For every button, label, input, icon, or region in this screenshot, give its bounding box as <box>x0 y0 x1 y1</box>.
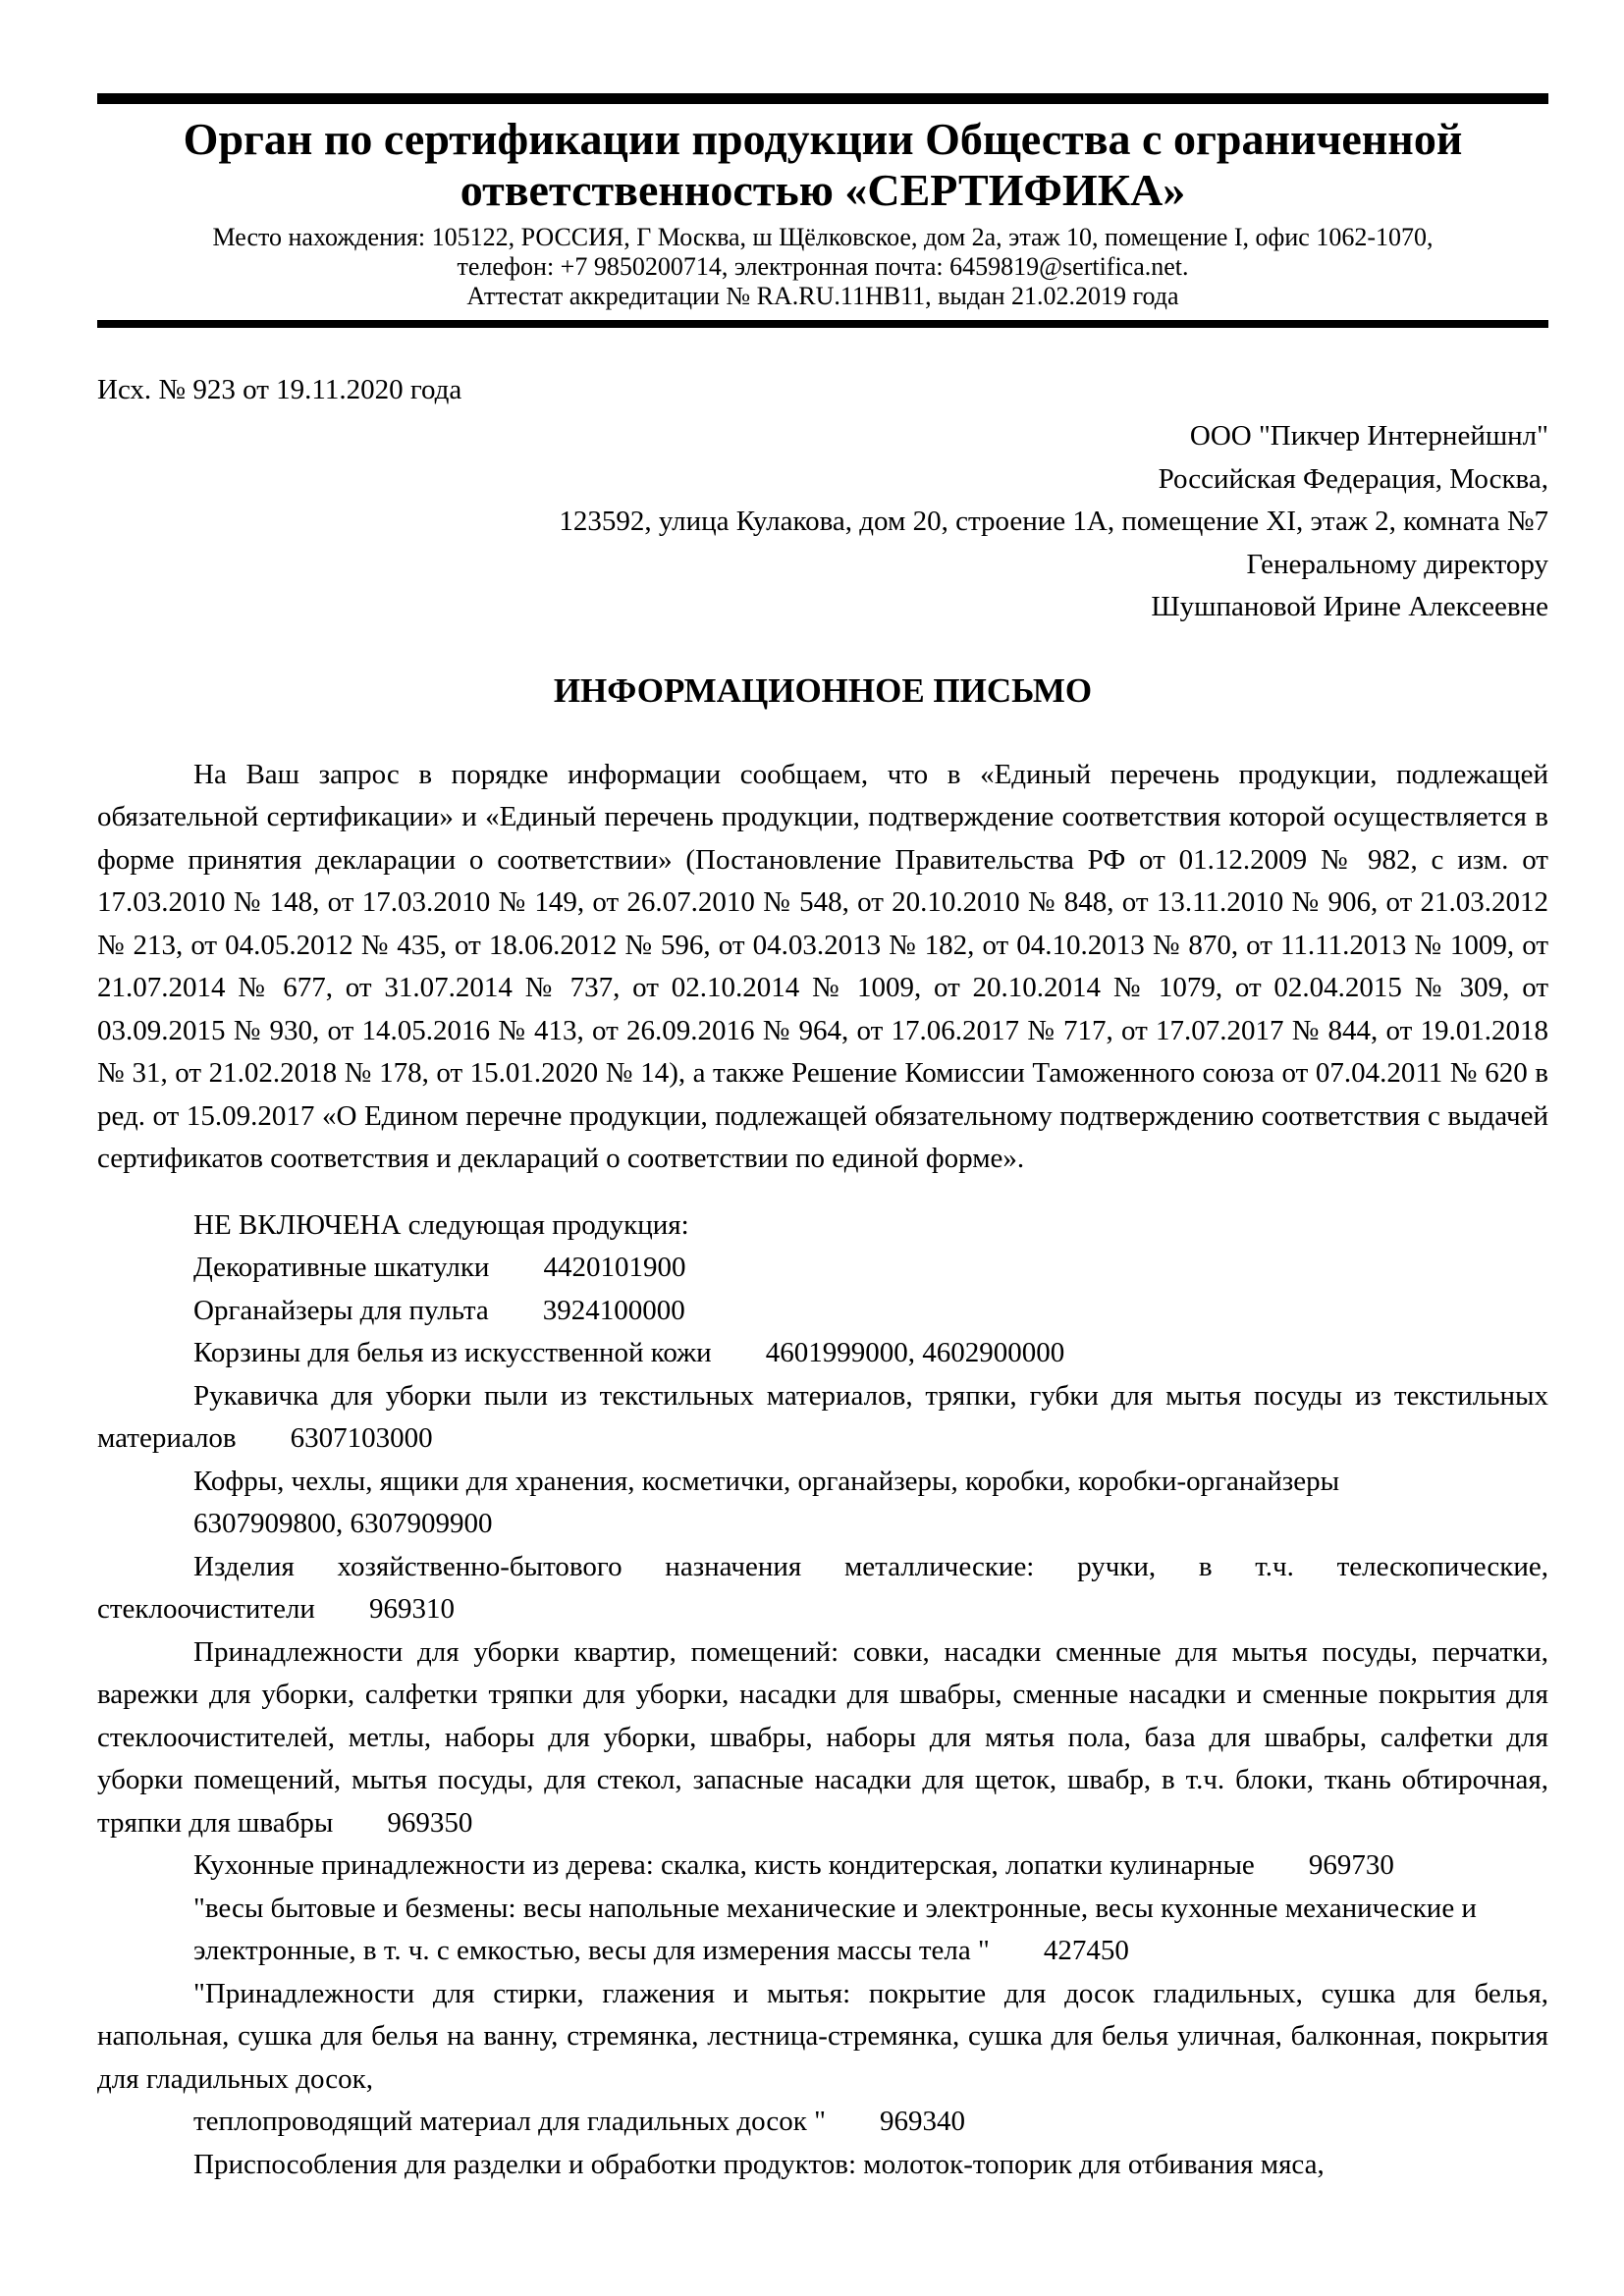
org-address <box>97 223 1548 311</box>
product-item-text: Изделия хозяйственно-бытового назначения металлические: ручки, в т.ч. телескопические, стеклоочистители <box>97 1550 1548 1625</box>
product-item-code: 6307103000 <box>290 1422 433 1454</box>
product-item <box>97 1973 1548 2102</box>
product-item-code: 4601999000, 4602900000 <box>765 1337 1065 1368</box>
letter-body-paragraph: На Ваш запрос в порядке информации сообщаем, что в «Единый перечень продукции, подлежащей обязательной сертификации» и «Единый перечень продукции, подтверждение соответствия которой осуществляется в форме принятия декларации о соответствии» (Постановление Правительства РФ от 01.12.2009 № 982, с изм. от 17.03.2010 № 148, от 17.03.2010 № 149, от 26.07.2010 № 548, от 20.10.2010 № 848, от 13.11.2010 № 906, от 21.03.2012 № 213, от 04.05.2012 № 435, от 18.06.2012 № 596, от 04.03.2013 № 182, от 04.10.2013 № 870, от 11.11.2013 № 1009, от 21.07.2014 № 677, от 31.07.2014 № 737, от 02.10.2014 № 1009, от 20.10.2014 № 1079, от 02.04.2015 № 309, от 03.09.2015 № 930, от 14.05.2016 № 413, от 26.09.2016 № 964, от 17.06.2017 № 717, от 17.07.2017 № 844, от 19.01.2018 № 31, от 21.02.2018 № 178, от 15.01.2020 № 14), а также Решение Комиссии Таможенного союза от 07.04.2011 № 620 в ред. от 15.09.2017 «О Едином перечне продукции, подлежащей обязательному подтверждению соответствия с выдачей сертификатов соответствия и деклараций о соответствии по единой форме». <box>97 758 1548 1174</box>
recipient-person: Шушпановой Ирине Алексеевне <box>1151 591 1548 622</box>
product-item-text: Принадлежности для уборки квартир, помещений: совки, насадки сменные для мытья посуды, перчатки, варежки для уборки, салфетки тряпки для уборки, насадки для швабры, сменные насадки и сменные покрытия для стеклоочистителей, метлы, наборы для уборки, швабры, наборы для мятья пола, база для швабры, салфетки для уборки помещений, мытья посуды, для стекол, запасные насадки для щеток, швабр, в т.ч. блоки, ткань обтирочная, тряпки для швабры <box>97 1635 1548 1839</box>
product-item-code: 969730 <box>1308 1849 1394 1881</box>
header-top-rule <box>97 93 1548 104</box>
product-item-text: Кухонные принадлежности из дерева: скалка, кисть кондитерская, лопатки кулинарные <box>193 1849 1255 1881</box>
org-address-location: Место нахождения: 105122, РОССИЯ, Г Москва, ш Щёлковское, дом 2а, этаж 10, помещение I, офис 1062-1070, <box>212 223 1434 252</box>
recipient-country-city: Российская Федерация, Москва, <box>1158 462 1548 495</box>
product-item <box>97 1631 1548 1845</box>
product-item <box>97 1247 1548 1290</box>
letter-title: ИНФОРМАЦИОННОЕ ПИСЬМО <box>553 670 1093 710</box>
not-included-heading: НЕ ВКЛЮЧЕНА следующая продукция: <box>193 1208 689 1241</box>
product-item-text: Кофры, чехлы, ящики для хранения, косметички, органайзеры, коробки, коробки-органайзеры <box>193 1465 1340 1497</box>
org-title <box>97 114 1548 215</box>
product-item <box>97 1290 1548 1333</box>
recipient-position: Генеральному директору <box>1246 548 1548 580</box>
product-item-code: 427450 <box>1043 1935 1129 1966</box>
product-item-text: "Принадлежности для стирки, глажения и мытья: покрытие для досок гладильных, сушка для белья, напольная, сушка для белья на ванну, стремянка, лестница-стремянка, сушка для белья уличная, балконная, покрытия для гладильных досок, <box>97 1977 1548 2095</box>
product-item <box>97 1461 1548 1504</box>
product-item <box>97 1332 1548 1375</box>
recipient-block <box>97 415 1548 629</box>
product-item-text: Органайзеры для пульта <box>193 1294 489 1326</box>
product-item-code: 969310 <box>368 1593 455 1625</box>
product-item-text: Корзины для белья из искусственной кожи <box>193 1337 712 1368</box>
org-title-line-2: ответственностью «СЕРТИФИКА» <box>460 164 1186 215</box>
outgoing-reference: Исх. № 923 от 19.11.2020 года <box>97 373 462 405</box>
product-item-code: 3924100000 <box>542 1294 685 1326</box>
product-item <box>97 1930 1548 1973</box>
org-accreditation: Аттестат аккредитации № RA.RU.11НВ11, выдан 21.02.2019 года <box>466 282 1179 311</box>
product-item-code: 4420101900 <box>543 1252 686 1283</box>
product-item-text: 6307909800, 6307909900 <box>193 1508 493 1539</box>
recipient-company: ООО "Пикчер Интернейшнл" <box>1189 420 1548 452</box>
product-item-text: Декоративные шкатулки <box>193 1252 490 1283</box>
product-item <box>97 1888 1548 1931</box>
product-item-text: Приспособления для разделки и обработки продуктов: молоток-топорик для отбивания мяса, <box>193 2148 1325 2180</box>
product-item <box>97 1546 1548 1631</box>
product-item <box>97 2144 1548 2187</box>
product-item-text: "весы бытовые и безмены: весы напольные механические и электронные, весы кухонные механические и <box>193 1892 1477 1924</box>
product-item-text: Рукавичка для уборки пыли из текстильных материалов, тряпки, губки для мытья посуды из текстильных материалов <box>97 1379 1548 1454</box>
product-item <box>97 1375 1548 1461</box>
org-address-contacts: телефон: +7 9850200714, электронная почта: 6459819@sertifica.net. <box>457 252 1189 282</box>
product-item <box>97 1844 1548 1888</box>
org-title-line-1: Орган по сертификации продукции Общества с ограниченной <box>183 114 1463 164</box>
product-item <box>97 1503 1548 1546</box>
recipient-address: 123592, улица Кулакова, дом 20, строение 1А, помещение XI, этаж 2, комната №7 <box>559 506 1548 537</box>
product-item-code: 969350 <box>387 1806 473 1839</box>
product-item <box>97 2101 1548 2144</box>
header-bottom-rule <box>97 320 1548 328</box>
product-item-code: 969340 <box>879 2106 965 2137</box>
product-item-text: теплопроводящий материал для гладильных досок " <box>193 2106 826 2137</box>
product-item-text: электронные, в т. ч. с емкостью, весы для измерения массы тела " <box>193 1935 990 1966</box>
